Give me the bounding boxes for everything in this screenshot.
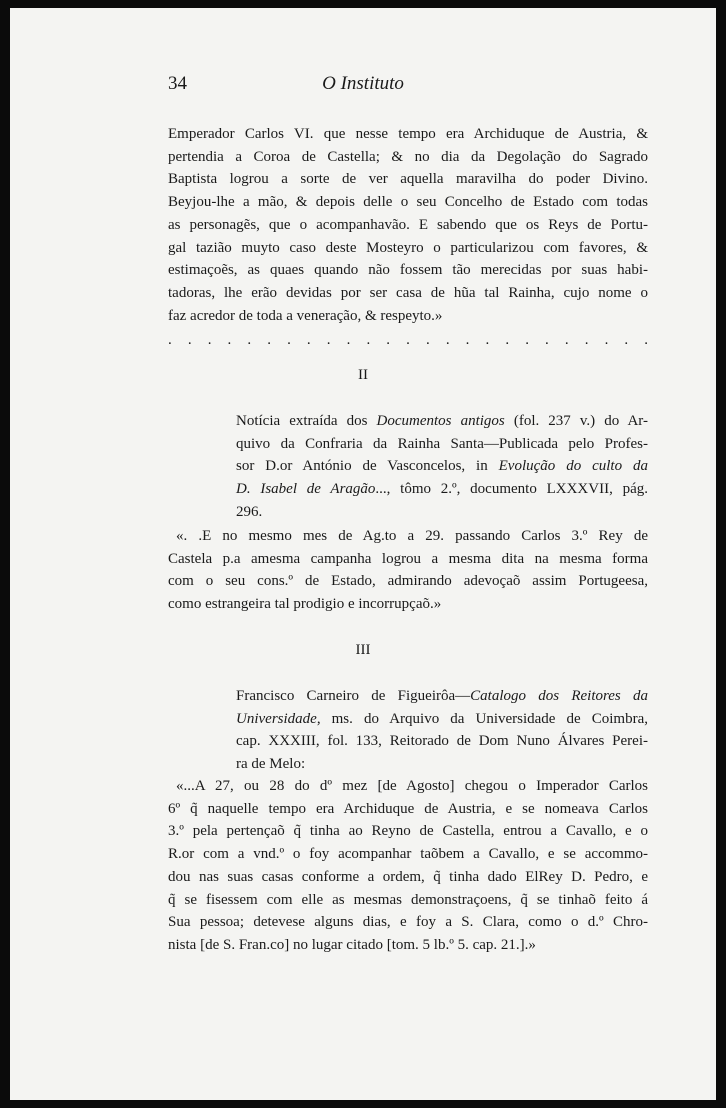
quote-line: «...A 27, ou 28 do dº mez [de Agosto] chegou o Imperador Carlos <box>176 778 648 794</box>
source-line <box>236 478 648 501</box>
source-line <box>236 455 648 478</box>
italic-title-text: Universidade <box>236 710 317 727</box>
text-line: pertendia a Coroa de Castella; & no dia da Degolação do Sagrado <box>168 148 648 165</box>
quote-line: q̃ se fisessem com elle as mesmas demonstraçoens, q̃ se tinhaõ feito á <box>168 891 648 908</box>
quote-ii <box>168 525 648 616</box>
page-number: 34 <box>168 73 187 94</box>
italic-title-text: Documentos antigos <box>376 413 505 429</box>
citation-text: Francisco Carneiro de Figueirôa— <box>236 688 471 704</box>
quote-line: dou nas suas casas conforme a ordem, q̃ tinha dado ElRey D. Pedro, e <box>168 868 648 885</box>
text-line: faz acredor de toda a veneração, & respeyto.» <box>168 307 443 324</box>
quote-iii <box>168 775 648 957</box>
quote-line: como estrangeira tal prodigio e incorrupçaõ.» <box>168 596 442 613</box>
quote-line: R.or com a vnd.º o foy acompanhar taõbem a Cavallo, e se accommo- <box>168 846 648 863</box>
book-page <box>10 8 716 1100</box>
text-line: as personagẽs, que o acompanhavão. E sabendo que os Reys de Portu- <box>168 216 648 233</box>
ellipsis-dots <box>168 332 648 349</box>
citation-text: , ms. do Arquivo da Universidade de Coimbra, <box>316 710 648 727</box>
citation-text: ra de Melo: <box>236 756 306 773</box>
text-line: Emperador Carlos VI. que nesse tempo era Archiduque de Austria, & <box>168 126 648 142</box>
running-title: O Instituto <box>322 73 404 94</box>
source-citation-iii <box>236 685 648 776</box>
text-line: gal tazião muyto caso deste Mosteyro o particularizou com favores, & <box>168 239 648 256</box>
source-line <box>236 501 648 524</box>
citation-text: ..., tômo 2.º, documento LXXXVII, pág. <box>375 481 648 498</box>
italic-title-text: D. Isabel de Aragão <box>236 481 376 498</box>
citation-text: quivo da Confraria da Rainha Santa—Publicada pelo Profes- <box>236 435 648 452</box>
source-line <box>236 410 648 433</box>
citation-text: sor D.or António de Vasconcelos, in <box>236 458 499 475</box>
quote-line: Sua pessoa; detevese alguns dias, e foy a S. Clara, como o d.º Chro- <box>168 914 648 931</box>
text-line: estimaçoẽs, as quaes quando não fossem tão merecidas por suas habi- <box>168 262 648 279</box>
text-line: tadoras, lhe erão devidas por ser casa de hũa tal Rainha, cujo nome o <box>168 284 648 301</box>
italic-title-text: Catalogo dos Reitores da <box>470 688 648 704</box>
italic-title-text: Evolução do culto da <box>498 458 648 475</box>
page-header <box>10 73 716 103</box>
source-line <box>236 730 648 753</box>
quote-line: Castela p.a amesma campanha logrou a mesma dita na mesma forma <box>168 550 648 567</box>
paragraph-emperador <box>168 123 648 327</box>
citation-text: Notícia extraída dos <box>236 413 377 429</box>
source-citation-ii <box>236 410 648 524</box>
quote-line: 3.º pela pertençaõ q̃ tinha ao Reyno de Castella, entrou a Cavallo, e o <box>168 823 648 840</box>
source-line <box>236 753 648 776</box>
quote-line: com o seu cons.º de Estado, admirando adevoçaõ assim Portugeesa, <box>168 573 648 590</box>
quote-line: «. .E no mesmo mes de Ag.to a 29. passando Carlos 3.º Rey de <box>176 528 648 544</box>
text-line: Baptista logrou a sorte de ver aquella maravilha do poder Divino. <box>168 171 648 188</box>
source-line <box>236 685 648 708</box>
citation-text: 296. <box>236 503 263 520</box>
ellipsis-dots-text: . . . . . . . . . . . . . . . . . . . . . . . . . <box>168 332 648 348</box>
section-numeral-ii: II <box>358 367 368 383</box>
section-numeral-iii: III <box>355 642 371 658</box>
source-line <box>236 708 648 731</box>
quote-line: 6º q̃ naquelle tempo era Archiduque de Austria, e se nomeava Carlos <box>168 800 648 817</box>
quote-line: nista [de S. Fran.co] no lugar citado [tom. 5 lb.º 5. cap. 21.].» <box>168 936 536 953</box>
text-line: Beyjou-lhe a mão, & depois delle o seu Concelho de Estado com todas <box>168 194 648 211</box>
source-line <box>236 433 648 456</box>
citation-text: (fol. 237 v.) do Ar- <box>504 413 648 429</box>
citation-text: cap. XXXIII, fol. 133, Reitorado de Dom Nuno Álvares Perei- <box>236 733 648 750</box>
